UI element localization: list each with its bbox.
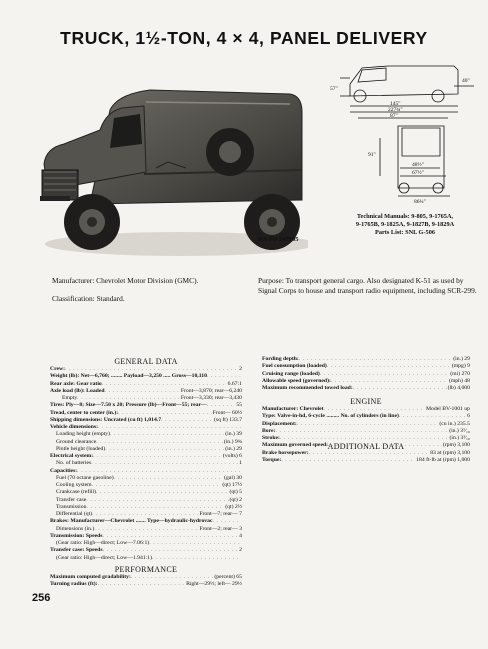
row-label: Brakes: Manufacturer—Chevrolet ....... Type—hydraulic-hydrovac bbox=[50, 518, 213, 525]
dot-leader bbox=[86, 497, 228, 504]
row-label: Crew: bbox=[50, 366, 66, 372]
row-label: Maximum governed speed: bbox=[262, 442, 329, 449]
table-row bbox=[50, 511, 242, 518]
table-row bbox=[50, 424, 242, 431]
table-row bbox=[262, 421, 470, 428]
row-label: Crankcase (refill) bbox=[56, 489, 96, 496]
row-value: Front—3,330; rear—3,430 bbox=[180, 395, 242, 401]
engine-heading: ENGINE bbox=[350, 397, 382, 406]
performance-heading: PERFORMANCE bbox=[114, 565, 178, 574]
row-label: Dimensions (in.) bbox=[56, 525, 95, 532]
dim-label: 87" bbox=[390, 113, 398, 119]
table-row bbox=[50, 395, 242, 402]
dot-leader bbox=[149, 540, 241, 547]
row-value: Front—7; rear— 7 bbox=[199, 511, 242, 517]
dim-label: 48½" bbox=[412, 162, 424, 168]
row-value: 4 bbox=[239, 532, 242, 539]
ra-pd-number: RA PD 347005 bbox=[258, 236, 299, 243]
dot-leader bbox=[94, 526, 198, 533]
dot-leader bbox=[131, 574, 213, 581]
table-row bbox=[50, 518, 242, 525]
row-value: Front—2; rear— 3 bbox=[199, 525, 242, 532]
dot-leader bbox=[110, 431, 224, 438]
row-label: Displacement: bbox=[262, 420, 297, 427]
dot-leader bbox=[320, 371, 449, 378]
row-label: Cruising range (loaded) bbox=[262, 370, 320, 377]
table-row bbox=[50, 547, 242, 554]
dot-leader bbox=[96, 439, 223, 446]
tm-line: Technical Manuals: 9-805, 9-1765A, bbox=[356, 213, 454, 220]
table-row bbox=[262, 428, 470, 435]
dim-label: 91" bbox=[368, 152, 376, 158]
dot-leader bbox=[86, 504, 224, 511]
dim-label: 227¾" bbox=[388, 107, 403, 113]
row-value bbox=[241, 468, 242, 475]
dot-leader bbox=[77, 395, 180, 402]
manufacturer-label: Manufacturer: bbox=[52, 276, 95, 285]
row-label: (Gear ratio: High—direct; Low—1.941:1) bbox=[56, 554, 153, 561]
row-label: Tires: Ply—8; Size—7.50 x 20; Pressure (lb)—Front—55; rear— bbox=[50, 402, 207, 409]
row-label: Ground clearance bbox=[56, 438, 97, 445]
row-value: 1 bbox=[239, 460, 242, 467]
row-label: Allowable speed (governed): bbox=[262, 377, 331, 384]
row-label: Turning radius (ft): bbox=[50, 581, 98, 588]
row-label: Pintle height (loaded) bbox=[56, 445, 106, 452]
table-row bbox=[50, 555, 242, 562]
dot-leader bbox=[103, 533, 239, 540]
dot-leader bbox=[353, 385, 447, 392]
row-value: (in.) 39 bbox=[225, 431, 242, 438]
dot-leader bbox=[161, 417, 213, 424]
row-value: 55 bbox=[236, 402, 242, 409]
row-label: Tread, center to center (in.): bbox=[50, 409, 119, 416]
table-row bbox=[50, 482, 242, 489]
row-value: (in.) 3⁵⁄₁₆ bbox=[449, 427, 470, 434]
table-row bbox=[50, 446, 242, 453]
table-row bbox=[262, 413, 470, 420]
row-value: 6 bbox=[467, 413, 470, 420]
table-row bbox=[262, 371, 470, 378]
row-value: (qt) 2 bbox=[229, 496, 242, 503]
row-label: Axle load (lb): Loaded bbox=[50, 387, 105, 394]
row-value: 184 ft-lb at (rpm) 1,000 bbox=[416, 456, 470, 463]
dot-leader bbox=[65, 366, 238, 373]
row-label: Vehicle dimensions: bbox=[50, 424, 98, 430]
dim-label: 40" bbox=[462, 78, 470, 84]
dot-leader bbox=[77, 468, 241, 475]
dot-leader bbox=[118, 410, 211, 417]
row-label: Transfer case: Speeds bbox=[50, 547, 103, 554]
row-value: (qt) 5 bbox=[229, 489, 242, 496]
row-value bbox=[241, 540, 242, 547]
row-value bbox=[241, 424, 242, 431]
table-row bbox=[50, 388, 242, 395]
row-value: (cu in.) 235.5 bbox=[439, 420, 470, 427]
table-row bbox=[262, 385, 470, 392]
row-label: Fuel consumption (loaded) bbox=[262, 363, 327, 370]
page-number: 256 bbox=[32, 592, 51, 604]
row-value: (lb) 4,000 bbox=[447, 385, 470, 391]
table-row bbox=[50, 439, 242, 446]
row-label: Differential (qt) bbox=[56, 511, 93, 517]
table-row bbox=[50, 431, 242, 438]
row-label: Brake horsepower: bbox=[262, 449, 309, 456]
purpose-value: To transport general cargo. Also designated K-51 as used by Signal Corps to house and transport radio equipment, including SCR-299. bbox=[258, 276, 477, 295]
technical-manuals bbox=[330, 213, 480, 238]
dot-leader bbox=[93, 453, 222, 460]
row-label: Cooling system bbox=[56, 482, 92, 488]
row-value: (sq ft) 133.7 bbox=[214, 416, 242, 423]
dimension-diagram bbox=[328, 56, 478, 206]
classification-value: Standard. bbox=[96, 294, 125, 303]
row-value: Front—3,870; rear—6,240 bbox=[180, 387, 242, 394]
dim-label: 67½" bbox=[412, 170, 424, 176]
dot-leader bbox=[96, 489, 229, 496]
table-row bbox=[50, 540, 242, 547]
row-label: Manufacturer: Chevrolet bbox=[262, 406, 324, 412]
page-title: TRUCK, 1½-TON, 4 × 4, PANEL DELIVERY bbox=[60, 28, 428, 48]
table-row bbox=[262, 356, 470, 363]
dot-leader bbox=[299, 356, 452, 363]
table-row bbox=[50, 468, 242, 475]
row-label: Capacities: bbox=[50, 467, 78, 474]
row-value bbox=[241, 518, 242, 525]
row-label: Transfer case bbox=[56, 496, 87, 503]
dot-leader bbox=[92, 482, 222, 489]
table-row bbox=[50, 366, 242, 373]
manufacturer-value: Chevrolet Motor Division (GMC). bbox=[96, 276, 199, 285]
row-value: (volts) 6 bbox=[222, 453, 242, 459]
table-row bbox=[50, 453, 242, 460]
dot-leader bbox=[297, 421, 439, 428]
row-value: (mpg) 9 bbox=[451, 363, 470, 370]
row-label: Transmission: Speeds bbox=[50, 532, 103, 539]
dim-label: 57" bbox=[330, 86, 338, 92]
row-label: Bore: bbox=[262, 427, 276, 434]
row-value: (in.) 3³⁄₁₆ bbox=[449, 435, 470, 441]
table-row bbox=[50, 526, 242, 533]
dot-leader bbox=[114, 475, 223, 482]
row-value: (in.) 9¾ bbox=[223, 438, 242, 445]
general-data-table bbox=[50, 366, 242, 562]
dot-leader bbox=[105, 388, 180, 395]
row-label: Transmission bbox=[56, 503, 87, 510]
row-value: (percent) 65 bbox=[214, 574, 242, 580]
table-row bbox=[50, 402, 242, 409]
row-label: Torque: bbox=[262, 456, 282, 463]
table-row bbox=[262, 363, 470, 370]
tm-line: Parts List: SNL G-506 bbox=[375, 229, 435, 237]
row-label: Type: Valve-in-hd, 6-cycle ......... No. of cylinders (in line) bbox=[262, 413, 399, 420]
dot-leader bbox=[275, 428, 448, 435]
dot-leader bbox=[105, 446, 224, 453]
row-value: 2 bbox=[239, 547, 242, 554]
dot-leader bbox=[102, 381, 227, 388]
row-label: (Gear ratio: High—direct; Low—7.06:1) bbox=[56, 540, 150, 546]
dot-leader bbox=[152, 555, 241, 562]
row-value: Right—29½; left— 29½ bbox=[186, 581, 242, 588]
row-label: Loading height (empty) bbox=[56, 431, 111, 438]
row-label: Electrical system: bbox=[50, 453, 94, 459]
row-label: Maximum recommended towed load: bbox=[262, 385, 353, 391]
dot-leader bbox=[324, 406, 425, 413]
general-data-heading: GENERAL DATA bbox=[114, 357, 178, 366]
row-value: Model BV-1001 up bbox=[425, 406, 470, 412]
table-row bbox=[50, 417, 242, 424]
dot-leader bbox=[399, 413, 466, 420]
dot-leader bbox=[103, 547, 239, 554]
row-label: Maximum computed gradability: bbox=[50, 574, 131, 580]
row-value: 2 bbox=[239, 366, 242, 372]
row-value: (mi) 270 bbox=[450, 370, 470, 377]
table-row bbox=[50, 504, 242, 511]
row-label: Shipping dimensions: Uncrated (cu ft) 1,014.7 bbox=[50, 416, 162, 423]
table-row bbox=[50, 373, 242, 380]
dot-leader bbox=[98, 424, 241, 431]
table-row bbox=[50, 497, 242, 504]
dot-leader bbox=[92, 511, 198, 518]
table-row bbox=[50, 475, 242, 482]
row-label: No. of batteries bbox=[56, 460, 92, 467]
dim-label: 86¼" bbox=[414, 199, 426, 205]
row-value bbox=[241, 555, 242, 562]
row-value: 6.67:1 bbox=[227, 380, 242, 387]
table-row bbox=[262, 378, 470, 385]
table-row bbox=[262, 406, 470, 413]
table-row bbox=[262, 457, 470, 464]
purpose-label: Purpose: bbox=[258, 276, 284, 285]
dot-leader bbox=[331, 378, 448, 385]
classification-label: Classification: bbox=[52, 294, 95, 303]
row-value: Front— 60½ bbox=[212, 409, 242, 416]
row-value: (mph) 48 bbox=[448, 377, 470, 384]
classification bbox=[52, 294, 252, 304]
performance-top-table bbox=[262, 356, 470, 392]
table-row bbox=[50, 533, 242, 540]
dot-leader bbox=[327, 363, 451, 370]
row-value: (gal) 30 bbox=[224, 474, 242, 481]
row-label: Rear axle: Gear ratio bbox=[50, 380, 102, 387]
row-value: (in.) 29 bbox=[225, 445, 242, 452]
table-row bbox=[50, 381, 242, 388]
dot-leader bbox=[207, 373, 241, 380]
additional-data-heading: ADDITIONAL DATA bbox=[327, 442, 405, 451]
table-row bbox=[50, 489, 242, 496]
row-value bbox=[241, 373, 242, 380]
table-row bbox=[50, 574, 242, 581]
row-label: Empty bbox=[62, 395, 78, 401]
row-label: Weight (lb): Net—6,760; ........ Payload—3,250 ..... Gross—10,110 bbox=[50, 373, 207, 380]
performance-table bbox=[50, 574, 242, 589]
row-label: Fuel (70 octane gasoline) bbox=[56, 474, 114, 481]
row-label: Fording depth: bbox=[262, 356, 299, 362]
tm-line: 9-1765B, 9-1825A, 9-1827B, 9-1829A bbox=[355, 221, 455, 229]
dot-leader bbox=[91, 460, 238, 467]
table-row bbox=[50, 410, 242, 417]
dot-leader bbox=[98, 581, 186, 588]
dim-label: 145" bbox=[390, 101, 401, 107]
dot-leader bbox=[207, 402, 236, 409]
row-value: (in.) 29 bbox=[453, 356, 470, 362]
row-value: (rpm) 3,100 bbox=[442, 442, 470, 449]
dot-leader bbox=[213, 518, 241, 525]
row-value: 83 at (rpm) 3,100 bbox=[430, 449, 470, 456]
purpose bbox=[258, 276, 480, 295]
table-row bbox=[50, 460, 242, 467]
row-label: Stroke: bbox=[262, 435, 280, 441]
table-row bbox=[50, 581, 242, 588]
row-value: (qt) 2½ bbox=[225, 503, 242, 510]
dot-leader bbox=[281, 457, 415, 464]
row-value: (qt) 17½ bbox=[222, 482, 242, 488]
engine-table bbox=[262, 406, 470, 464]
manufacturer bbox=[52, 276, 252, 286]
